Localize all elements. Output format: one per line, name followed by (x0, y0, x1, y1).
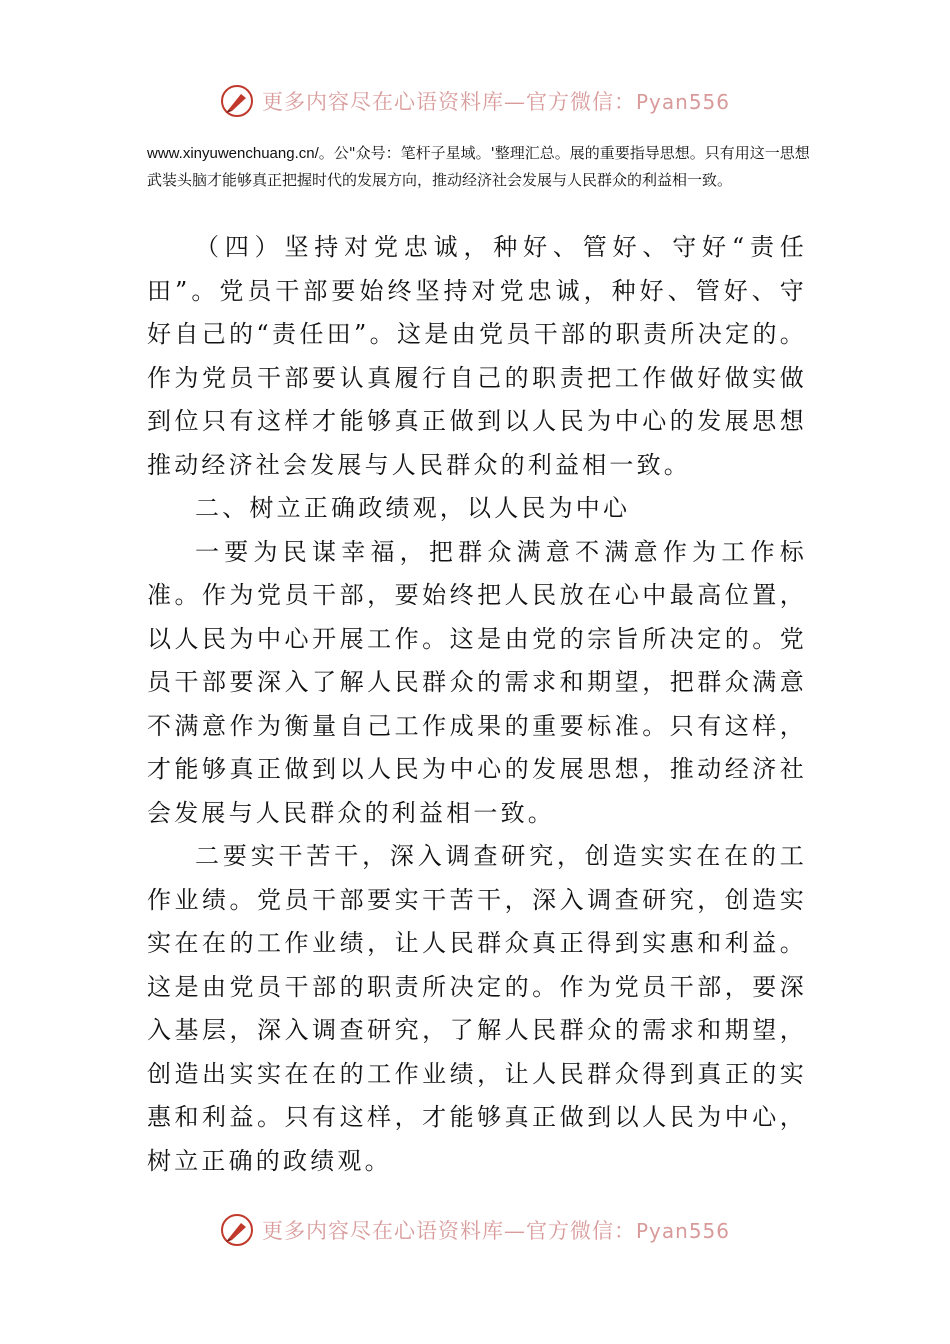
intro-url: www.xinyuwenchuang.cn/ (147, 145, 319, 162)
watermark-footer (0, 1212, 950, 1248)
watermark-wechat-id: Pyan556 (635, 1219, 730, 1243)
intro-paragraph (147, 140, 812, 194)
paragraph-four: （四）坚持对党忠诚，种好、管好、守好“责任田”。党员干部要始终坚持对党忠诚，种好、管好、守好自己的“责任田”。这是由党员干部的职责所决定的。作为党员干部要认真履行自己的职责把工作做好做实做到位只有这样才能够真正做到以人民为中心的发展思想推动经济社会发展与人民群众的利益相一致。 (147, 233, 807, 479)
watermark-text: 更多内容尽在心语资料库—官方微信： (261, 1219, 636, 1243)
watermark-label (262, 86, 730, 116)
watermark-wechat-id: Pyan556 (635, 90, 730, 114)
watermark-text: 更多内容尽在心语资料库—官方微信： (261, 90, 636, 114)
watermark-header (0, 83, 950, 119)
paragraph-second-point: 二要实干苦干，深入调查研究，创造实实在在的工作业绩。党员干部要实干苦干，深入调查研究，创造实实在在的工作业绩，让人民群众真正得到实惠和利益。这是由党员干部的职责所决定的。作为党员干部，要深入基层，深入调查研究，了解人民群众的需求和期望，创造出实实在在的工作业绩，让人民群众得到真正的实惠和利益。只有这样，才能够真正做到以人民为中心，树立正确的政绩观。 (147, 842, 807, 1175)
pen-nib-icon (220, 1213, 254, 1247)
section-heading-two: 二、树立正确政绩观，以人民为中心 (195, 494, 631, 522)
document-body (147, 226, 807, 1183)
paragraph-first-point: 一要为民谋幸福，把群众满意不满意作为工作标准。作为党员干部，要始终把人民放在心中最高位置，以人民为中心开展工作。这是由党的宗旨所决定的。党员干部要深入了解人民群众的需求和期望，把群众满意不满意作为衡量自己工作成果的重要标准。只有这样，才能够真正做到以人民为中心的发展思想，推动经济社会发展与人民群众的利益相一致。 (147, 537, 807, 827)
pen-nib-icon (220, 84, 254, 118)
watermark-label (262, 1215, 730, 1245)
intro-text: 。公"众号：笔杆子星域。'整理汇总。展的重要指导思想。只有用这一思想武装头脑才能够真正把握时代的发展方向，推动经济社会发展与人民群众的利益相一致。 (147, 144, 810, 189)
